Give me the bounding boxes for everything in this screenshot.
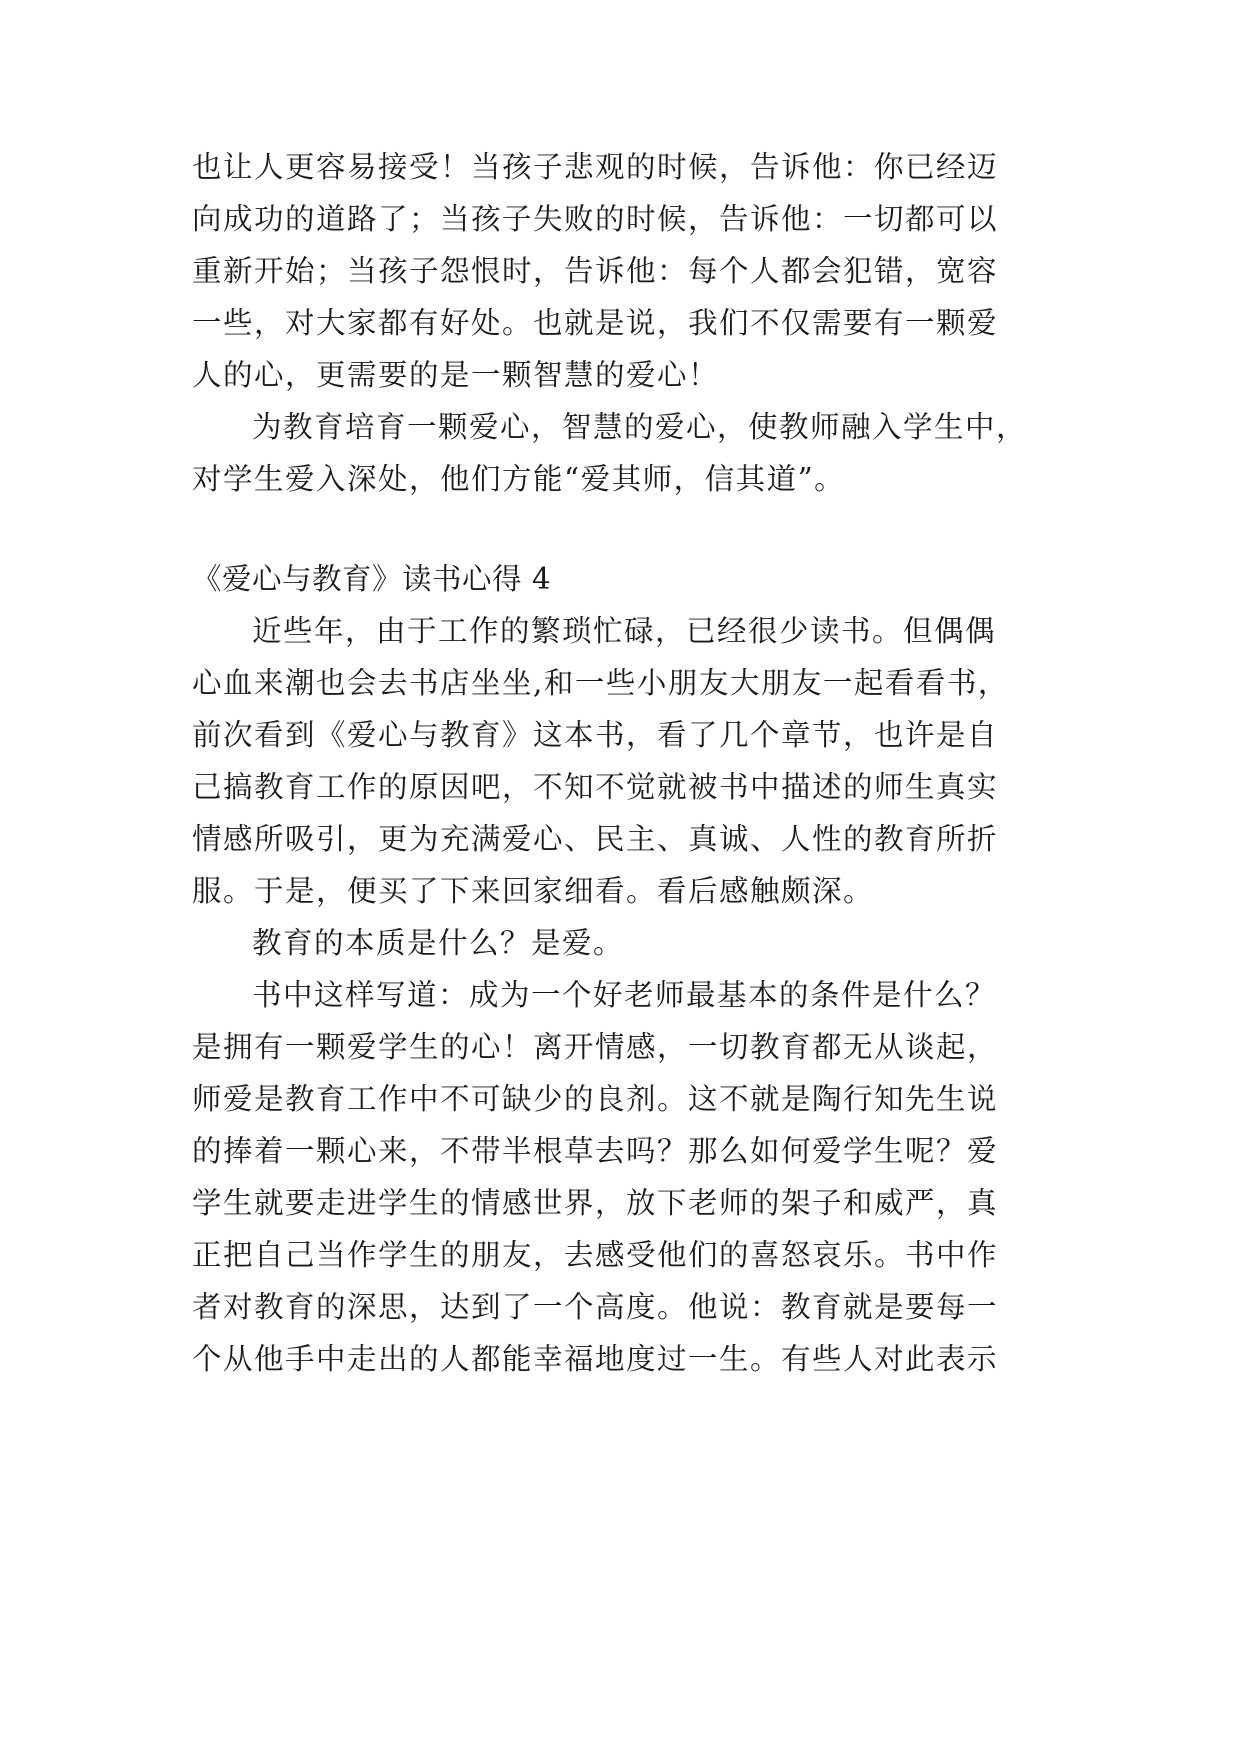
paragraph-line: 教育的本质是什么？是爱。 — [252, 926, 625, 960]
paragraph-line: 的捧着一颗心来，不带半根草去吗？那么如何爱学生呢？爱 — [192, 1134, 999, 1168]
paragraph-line: 也让人更容易接受！当孩子悲观的时候，告诉他：你已经迈 — [192, 150, 999, 184]
paragraph-line: 对学生爱入深处，他们方能“爱其师，信其道”。 — [192, 462, 846, 496]
paragraph-line: 是拥有一颗爱学生的心！离开情感，一切教育都无从谈起， — [192, 1030, 999, 1064]
paragraph-line: 为教育培育一颗爱心，智慧的爱心，使教师融入学生中， — [252, 410, 1028, 444]
paragraph-line: 己搞教育工作的原因吧，不知不觉就被书中描述的师生真实 — [192, 770, 999, 804]
paragraph-line: 一些，对大家都有好处。也就是说，我们不仅需要有一颗爱 — [192, 306, 999, 340]
paragraph-line: 个从他手中走出的人都能幸福地度过一生。有些人对此表示 — [192, 1342, 999, 1376]
paragraph-line: 者对教育的深思，达到了一个高度。他说：教育就是要每一 — [192, 1290, 999, 1324]
paragraph-line: 重新开始；当孩子怨恨时，告诉他：每个人都会犯错，宽容 — [192, 254, 999, 288]
paragraph-line: 向成功的道路了；当孩子失败的时候，告诉他：一切都可以 — [192, 202, 999, 236]
paragraph-line: 师爱是教育工作中不可缺少的良剂。这不就是陶行知先生说 — [192, 1082, 999, 1116]
paragraph-line: 服。于是，便买了下来回家细看。看后感触颇深。 — [192, 874, 875, 908]
paragraph-line: 正把自己当作学生的朋友，去感受他们的喜怒哀乐。书中作 — [192, 1238, 999, 1272]
paragraph-line: 学生就要走进学生的情感世界，放下老师的架子和威严，真 — [192, 1186, 999, 1220]
paragraph-line: 近些年，由于工作的繁琐忙碌，已经很少读书。但偶偶 — [252, 614, 997, 648]
paragraph-line: 书中这样写道：成为一个好老师最基本的条件是什么？ — [252, 978, 997, 1012]
section-title: 《爱心与教育》读书心得 4 — [192, 562, 552, 596]
paragraph-line: 情感所吸引，更为充满爱心、民主、真诚、人性的教育所折 — [192, 822, 999, 856]
paragraph-line: 人的心，更需要的是一颗智慧的爱心！ — [192, 358, 720, 392]
paragraph-line: 前次看到《爱心与教育》这本书，看了几个章节，也许是自 — [192, 718, 999, 752]
paragraph-line: 心血来潮也会去书店坐坐,和一些小朋友大朋友一起看看书， — [192, 666, 1009, 700]
